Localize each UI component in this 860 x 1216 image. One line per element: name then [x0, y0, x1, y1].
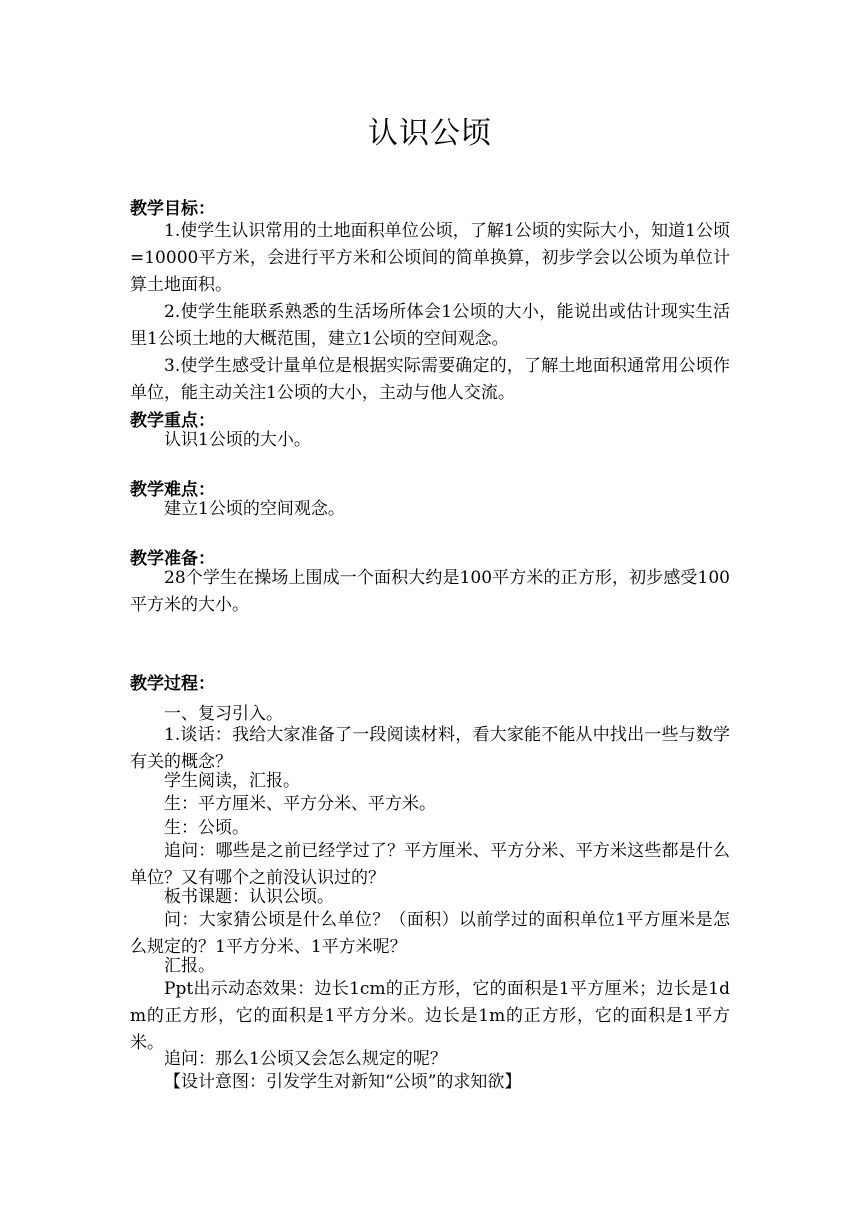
- process-line-7: 板书课题：认识公顷。: [164, 887, 334, 907]
- key-points-text: 认识1公顷的大小。: [164, 430, 311, 450]
- preparation-text: 28个学生在操场上围成一个面积大约是100平方米的正方形，初步感受100平方米的大小。: [130, 568, 730, 615]
- process-line-6: 追问：哪些是之前已经学过了？平方厘米、平方分米、平方米这些都是什么单位？又有哪个之前没认识过的？: [130, 841, 730, 888]
- goal-item-3: 3.使学生感受计量单位是根据实际需要确定的，了解土地面积通常用公顷作单位，能主动关注1公顷的大小，主动与他人交流。: [130, 356, 730, 403]
- difficulties-heading: 教学难点：: [130, 480, 215, 500]
- key-points-heading: 教学重点：: [130, 411, 215, 431]
- process-line-5: 生：公顷。: [164, 818, 249, 838]
- process-line-1: 一、复习引入。: [164, 704, 283, 724]
- goals-heading: 教学目标：: [130, 199, 215, 219]
- process-line-2: 1.谈话：我给大家准备了一段阅读材料，看大家能不能从中找出一些与数学有关的概念？: [130, 725, 730, 772]
- goal-item-1: 1.使学生认识常用的土地面积单位公顷，了解1公顷的实际大小，知道1公顷=10000平方米，会进行平方米和公顷间的简单换算，初步学会以公顷为单位计算土地面积。: [130, 221, 730, 295]
- process-line-12: 【设计意图：引发学生对新知“公顷”的求知欲】: [164, 1072, 522, 1092]
- process-line-10: Ppt出示动态效果：边长1cm的正方形，它的面积是1平方厘米；边长是1dm的正方形，它的面积是1平方分米。边长是1m的正方形，它的面积是1平方米。: [130, 979, 730, 1053]
- process-line-11: 追问：那么1公顷又会怎么规定的呢？: [164, 1049, 447, 1069]
- process-line-8: 问：大家猜公顷是什么单位？（面积）以前学过的面积单位1平方厘米是怎么规定的？1平方分米、1平方米呢？: [130, 910, 730, 957]
- preparation-heading: 教学准备：: [130, 549, 215, 569]
- process-line-3: 学生阅读，汇报。: [164, 771, 300, 791]
- difficulties-text: 建立1公顷的空间观念。: [164, 499, 345, 519]
- document-title: 认识公顷: [368, 116, 492, 151]
- process-heading: 教学过程：: [130, 674, 215, 694]
- goal-item-2: 2.使学生能联系熟悉的生活场所体会1公顷的大小，能说出或估计现实生活里1公顷土地的大概范围，建立1公顷的空间观念。: [130, 302, 730, 349]
- process-line-9: 汇报。: [164, 956, 215, 976]
- process-line-4: 生：平方厘米、平方分米、平方米。: [164, 794, 436, 814]
- document-page: [130, 0, 730, 1216]
